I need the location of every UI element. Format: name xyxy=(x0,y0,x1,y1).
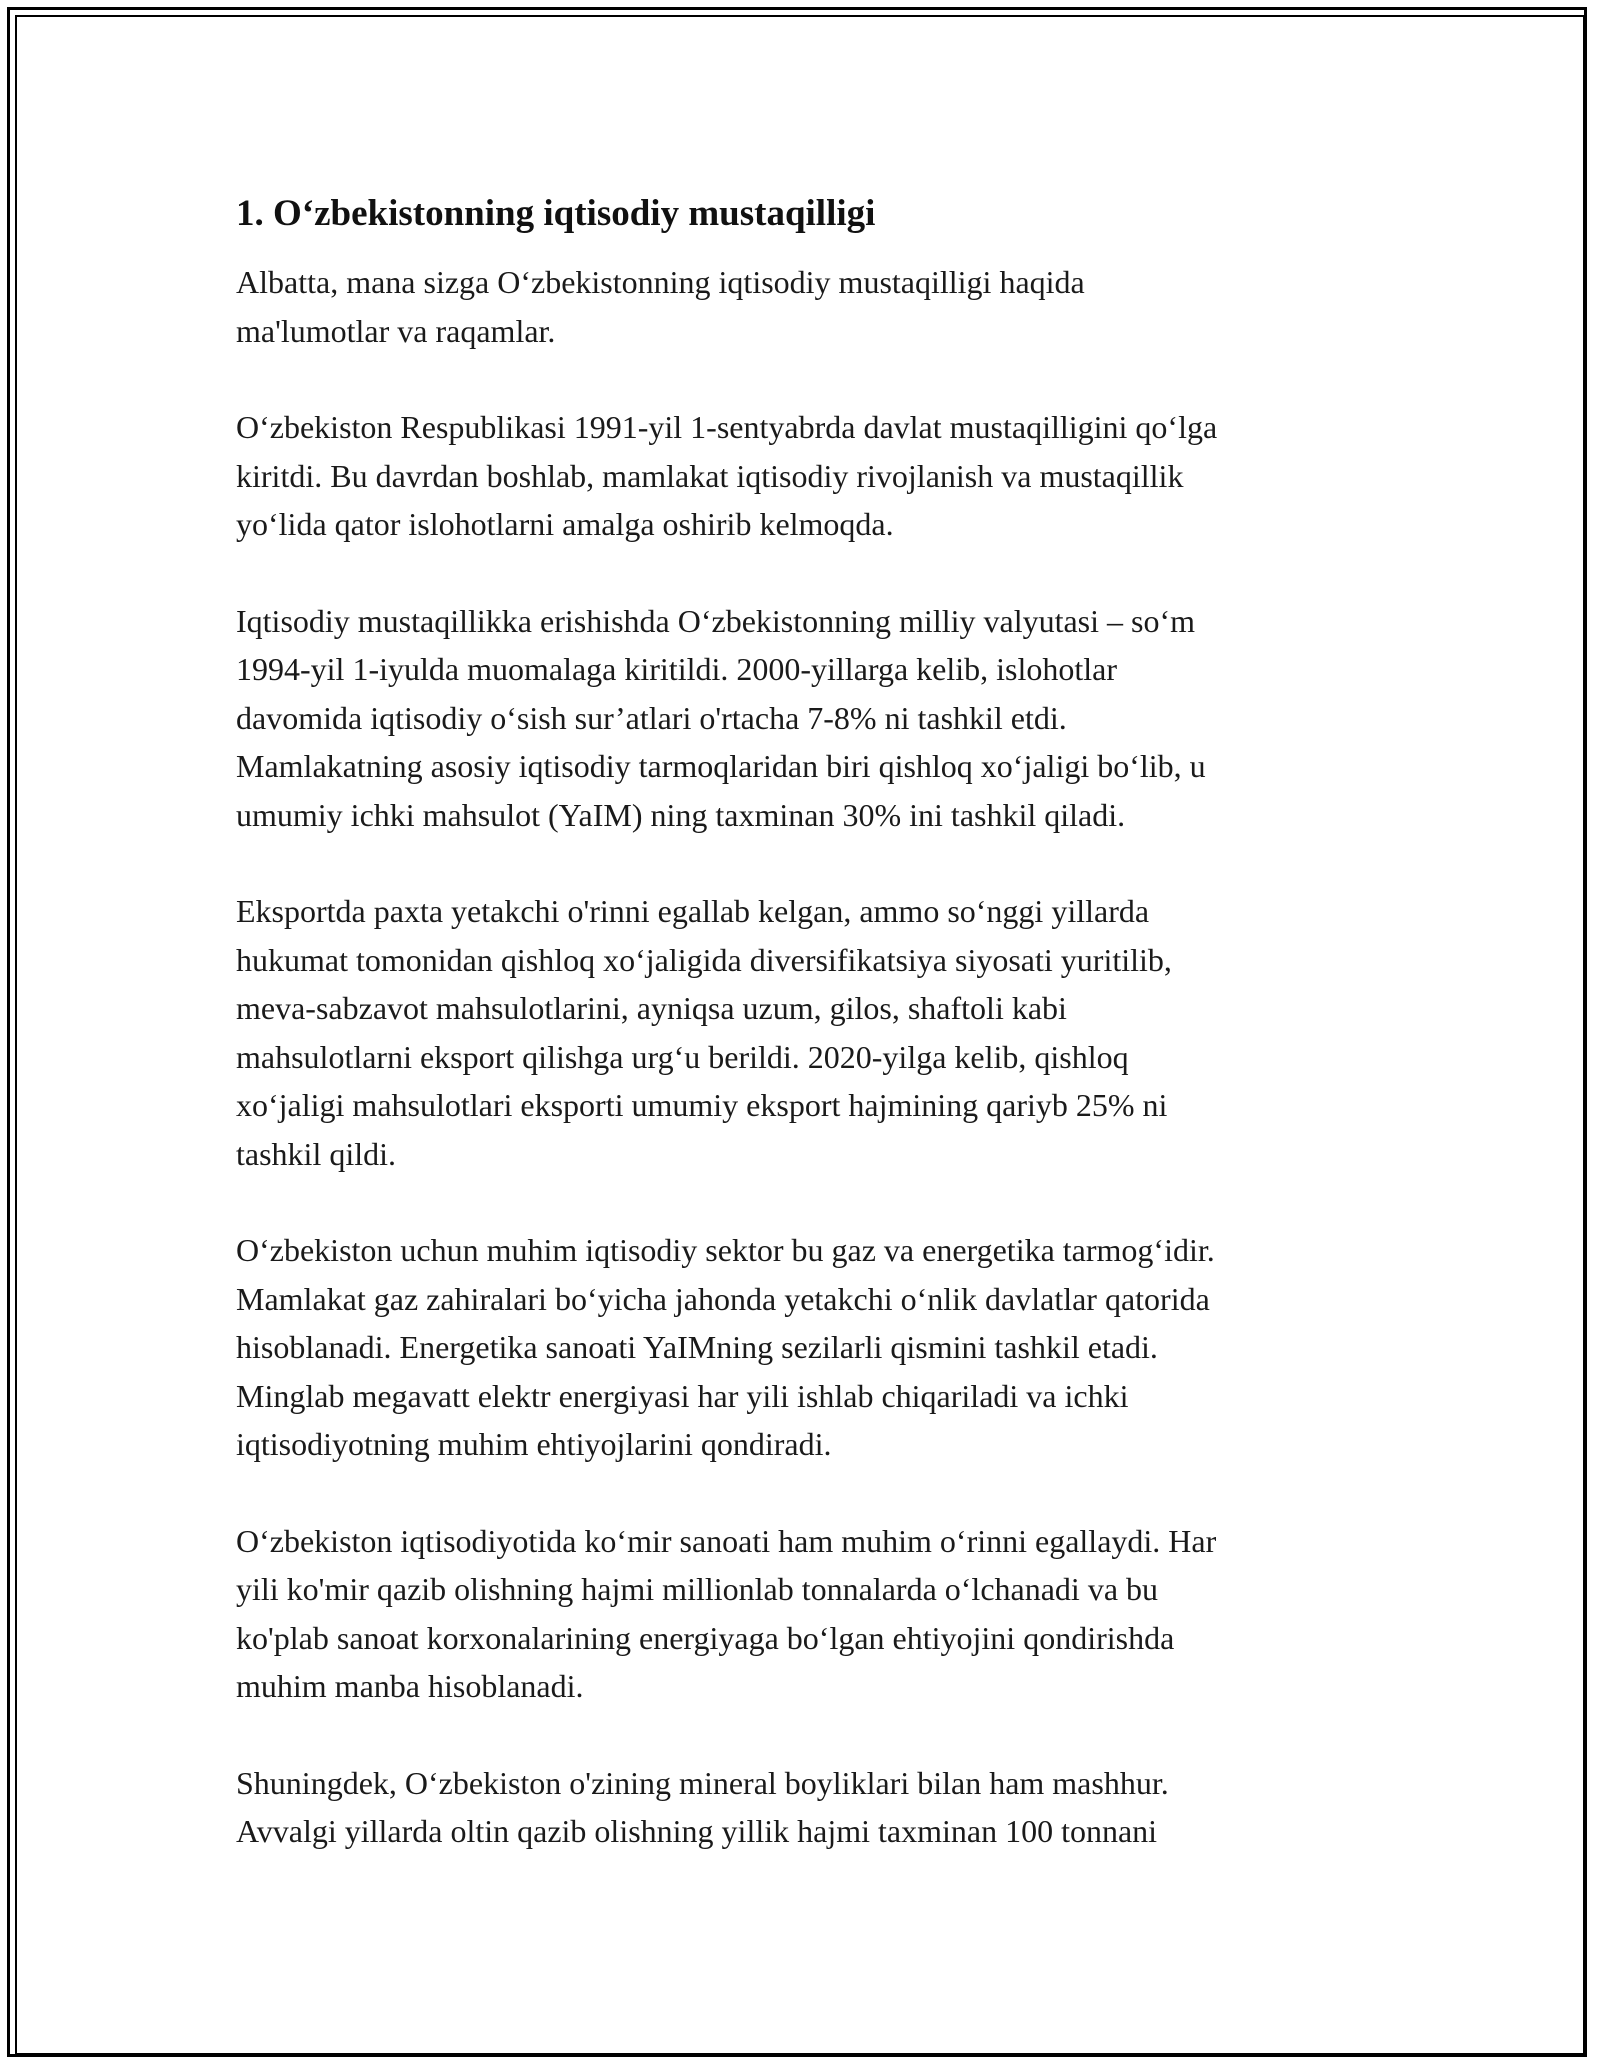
paragraph-independence: O‘zbekiston Respublikasi 1991-yil 1-sentyabrda davlat mustaqilligini qo‘lga kiritdi. Bu davrdan boshlab, mamlakat iqtisodiy rivojlanish va mustaqillik yo‘lida qator islohotlarni amalga oshirib kelmoqda. xyxy=(236,409,1218,542)
paragraph-minerals: Shuningdek, O‘zbekiston o'zining mineral boyliklari bilan ham mashhur. Avvalgi yillarda oltin qazib olishning yillik hajmi taxminan 100 tonnani xyxy=(236,1764,1169,1849)
document-body xyxy=(236,190,1386,1904)
document-heading: 1. O‘zbekistonning iqtisodiy mustaqilligi xyxy=(236,193,876,234)
paragraph-export: Eksportda paxta yetakchi o'rinni egallab kelgan, ammo so‘nggi yillarda hukumat tomonidan qishloq xo‘jaligida diversifikatsiya siyosati yuritilib, meva-sabzavot mahsulotlarini, ayniqsa uzum, gilos, shaftoli kabi mahsulotlarni eksport qilishga urg‘u berildi. 2020-yilga kelib, qishloq xo‘jaligi mahsulotlari eksporti umumiy eksport hajmining qariyb 25% ni tashkil qildi. xyxy=(236,893,1172,1172)
paragraph-currency: Iqtisodiy mustaqillikka erishishda O‘zbekistonning milliy valyutasi – so‘m 1994-yil 1-iyulda muomalaga kiritildi. 2000-yillarga kelib, islohotlar davomida iqtisodiy o‘sish sur’atlari o'rtacha 7-8% ni tashkil etdi. Mamlakatning asosiy iqtisodiy tarmoqlaridan biri qishloq xo‘jaligi bo‘lib, u umumiy ichki mahsulot (YaIM) ning taxminan 30% ini tashkil qiladi. xyxy=(236,602,1206,833)
paragraph-coal: O‘zbekiston iqtisodiyotida ko‘mir sanoati ham muhim o‘rinni egallaydi. Har yili ko'mir qazib olishning hajmi millionlab tonnalarda o‘lchanadi va bu ko'plab sanoat korxonalarining energiyaga bo‘lgan ehtiyojini qondirishda muhim manba hisoblanadi. xyxy=(236,1522,1217,1704)
paragraph-intro: Albatta, mana sizga O‘zbekistonning iqtisodiy mustaqilligi haqida ma'lumotlar va raqamlar. xyxy=(236,264,1085,349)
paragraph-energy: O‘zbekiston uchun muhim iqtisodiy sektor bu gaz va energetika tarmog‘idir. Mamlakat gaz zahiralari bo‘yicha jahonda yetakchi o‘nlik davlatlar qatorida hisoblanadi. Energetika sanoati YaIMning sezilarli qismini tashkil etadi. Minglab megavatt elektr energiyasi har yili ishlab chiqariladi va ichki iqtisodiyotning muhim ehtiyojlarini qondiradi. xyxy=(236,1232,1215,1462)
